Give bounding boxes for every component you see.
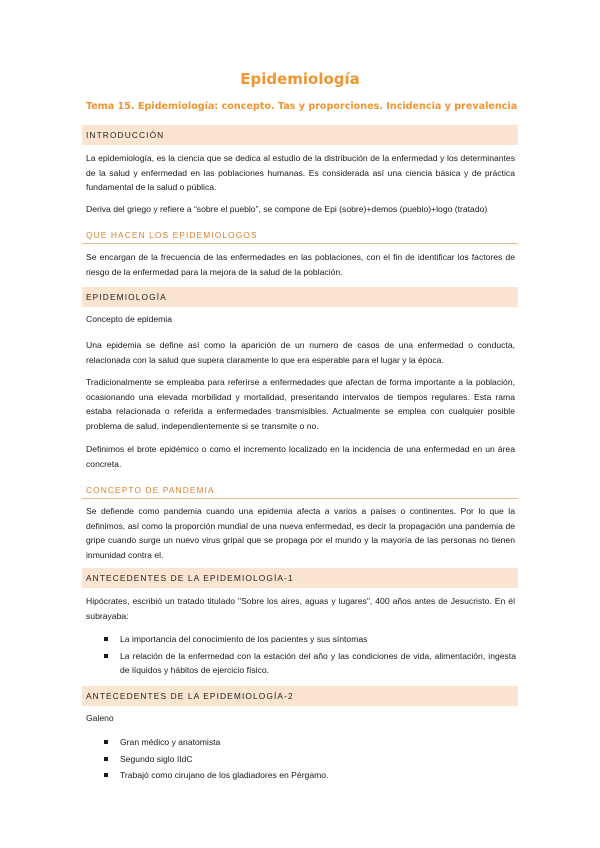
- introduccion-paragraph-1: La epidemiología, es la ciencia que se dedica al estudio de la distribución de la enfermedad y los determinantes de la salud y enfermedad en las poblaciones humanas. Es considerada así una ciencia básica y de práctica fundamental de la salud o pública.: [86, 153, 515, 193]
- bullet-icon: [104, 740, 108, 744]
- list-item-text: La relación de la enfermedad con la estación del año y las condiciones de vida, alimentación, ingesta de líquidos y hábitos de ejercicio físico.: [120, 650, 516, 676]
- bullet-icon: [104, 773, 108, 777]
- bullet-icon: [104, 654, 108, 658]
- section-heading-que-hacen: QUE HACEN LOS EPIDEMIOLOGOS: [82, 229, 518, 244]
- epidemiologia-paragraph-2: Tradicionalmente se empleaba para referirse a enfermedades que afectan de forma importante a la población, ocasionando una elevada morbilidad y mortalidad, presentando intervalos de tiempos regulares. Esta rama estaba relacionada o referida a enfermedades transmisibles. Actualmente se emplea con cualquier posible problema de salud, independientemente si se transmite o no.: [86, 377, 515, 431]
- list-item: [86, 649, 516, 678]
- list-item: [86, 735, 516, 750]
- antecedentes-1-paragraph: Hipócrates, escribió un tratado titulado "Sobre los aires, aguas y lugares", 400 años antes de Jesucristo. En él subrayaba:: [86, 596, 515, 621]
- section-heading-pandemia: CONCEPTO DE PANDEMIA: [82, 484, 518, 499]
- epidemiologia-paragraph-1: Una epidemia se define así como la aparición de un numero de casos de una enfermedad o conducta, relacionada con la salud que supera claramente lo que era esperable para el lugar y la época.: [86, 340, 515, 365]
- document-title: Epidemiología: [240, 70, 360, 88]
- antecedentes-2-paragraph: Galeno: [86, 713, 114, 723]
- que-hacen-paragraph: Se encargan de la frecuencia de las enfermedades en las poblaciones, con el fin de identificar los factores de riesgo de la enfermedad para la mejora de la salud de la población.: [86, 252, 515, 277]
- introduccion-paragraph-2: Deriva del griego y refiere a “sobre el pueblo”, se compone de Epi (sobre)+demos (pueblo)+logo (tratado): [86, 204, 488, 214]
- list-item: [86, 752, 516, 767]
- section-heading-epidemiologia: EPIDEMIOLOGÍA: [82, 287, 518, 307]
- list-item-text: Gran médico y anatomista: [120, 737, 221, 747]
- list-item: [86, 768, 516, 783]
- list-item-text: Segundo siglo IIdC: [120, 753, 193, 764]
- list-item-text: Trabajó como cirujano de los gladiadores en Pérgamo.: [120, 770, 329, 781]
- epidemiologia-subheading: Concepto de epidemia: [86, 314, 172, 324]
- section-heading-antecedentes-1: ANTECEDENTES DE LA EPIDEMIOLOGÍA-1: [82, 568, 518, 588]
- epidemiologia-paragraph-3: Definimos el brote epidémico o como el incremento localizado en la incidencia de una enfermedad en un área concreta.: [86, 444, 515, 469]
- document-subtitle: Tema 15. Epidemiología: concepto. Tas y proporciones. Incidencia y prevalencia: [86, 101, 518, 112]
- section-heading-introduccion: INTRODUCCIÓN: [82, 125, 518, 145]
- antecedentes-1-list: [86, 632, 516, 680]
- bullet-icon: [104, 637, 108, 641]
- antecedentes-2-list: [86, 735, 516, 785]
- list-item-text: La importancia del conocimiento de los pacientes y sus síntomas: [120, 634, 368, 644]
- section-heading-antecedentes-2: ANTECEDENTES DE LA EPIDEMIOLOGÍA-2: [82, 686, 518, 706]
- bullet-icon: [104, 757, 108, 761]
- pandemia-paragraph: Se defiende como pandemia cuando una epidemia afecta a varios a países o continentes. Por lo que la definimos, así como la proporción mundial de una nueva enfermedad, es decir la propagación una pandemia de gripe cuando surge un nuevo virus gripal que se propaga por el mundo y la mayoría de las personas no tienen inmunidad contra el.: [86, 506, 515, 560]
- list-item: [86, 632, 516, 647]
